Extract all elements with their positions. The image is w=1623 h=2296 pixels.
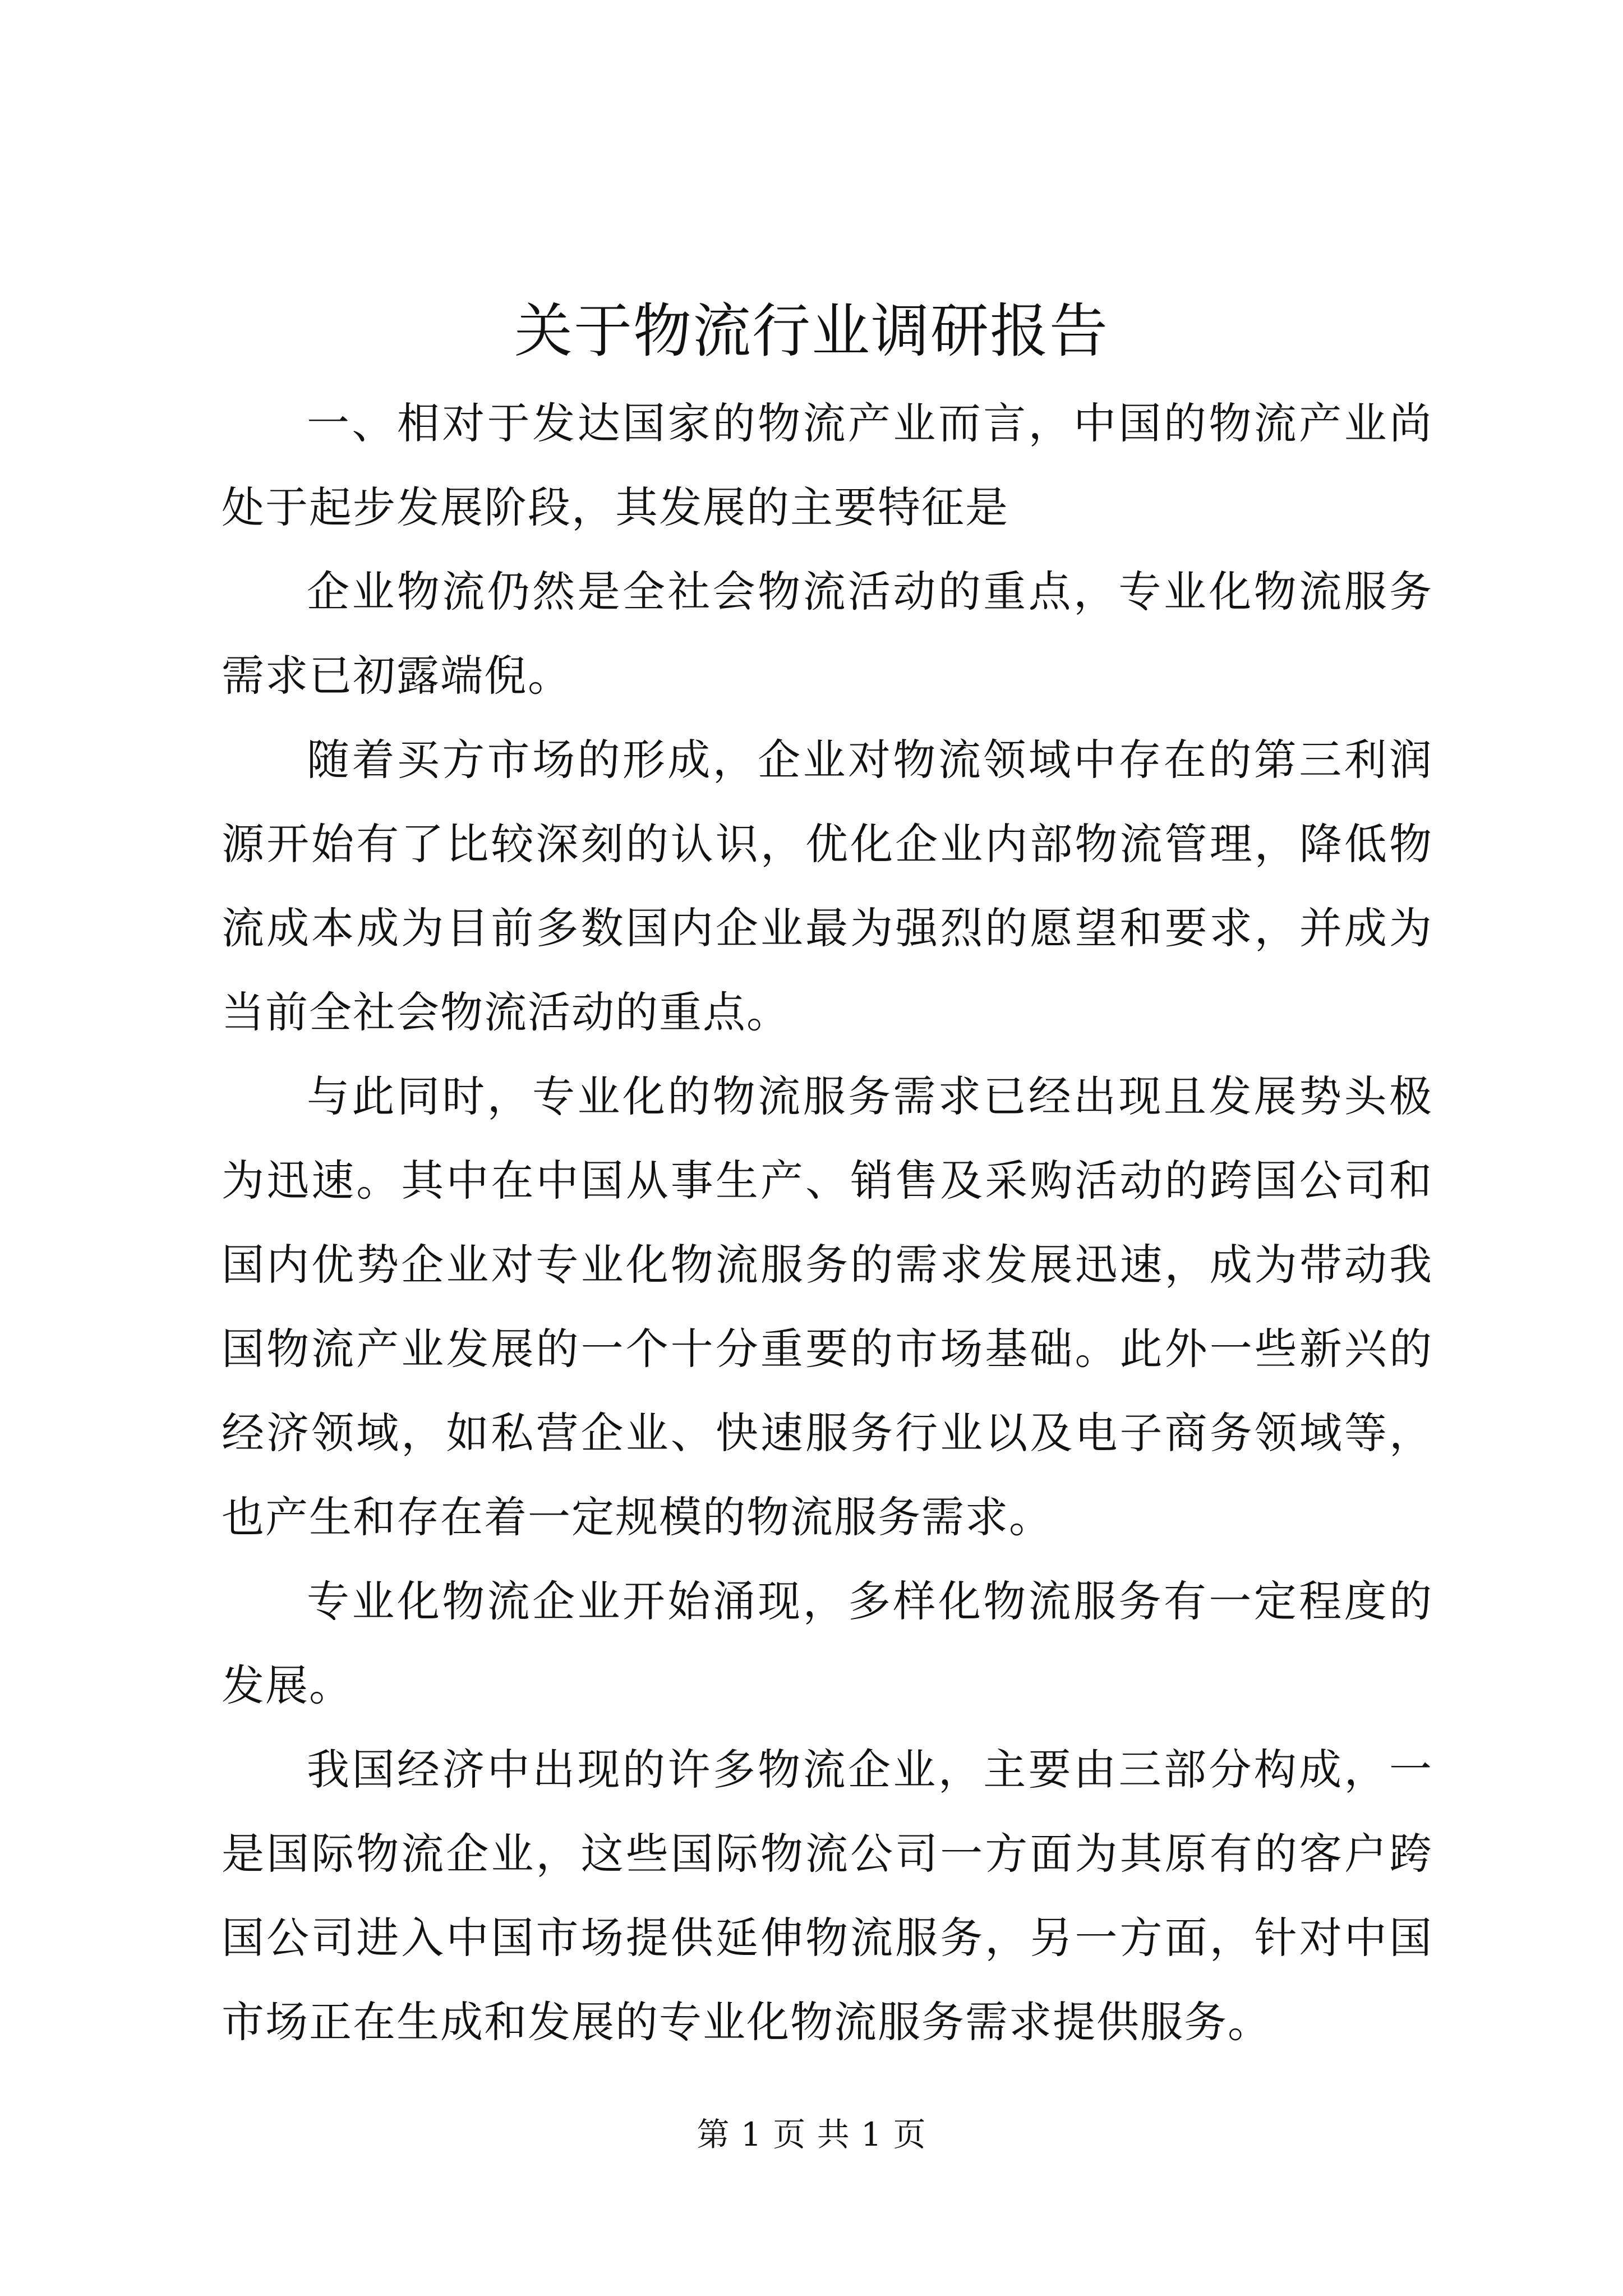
paragraph-6: 我国经济中出现的许多物流企业，主要由三部分构成，一是国际物流企业，这些国际物流公司一方面为其原有的客户跨国公司进入中国市场提供延伸物流服务，另一方面，针对中国市场正在生成和发展的专业化物流服务需求提供服务。 xyxy=(222,1745,1433,2047)
paragraph-4: 与此同时，专业化的物流服务需求已经出现且发展势头极为迅速。其中在中国从事生产、销售及采购活动的跨国公司和国内优势企业对专业化物流服务的需求发展迅速，成为带动我国物流产业发展的一个十分重要的市场基础。此外一些新兴的经济领域，如私营企业、快速服务行业以及电子商务领域等，也产生和存在着一定规模的物流服务需求。 xyxy=(222,1071,1433,1542)
paragraph-5: 专业化物流企业开始涌现，多样化物流服务有一定程度的发展。 xyxy=(222,1576,1433,1710)
paragraph-1: 一、相对于发达国家的物流产业而言，中国的物流产业尚处于起步发展阶段，其发展的主要特征是 xyxy=(222,398,1433,532)
document-body xyxy=(222,381,1433,2064)
paragraph-2: 企业物流仍然是全社会物流活动的重点，专业化物流服务需求已初露端倪。 xyxy=(222,567,1433,701)
document-title: 关于物流行业调研报告 xyxy=(514,297,1109,365)
page-footer: 第 1 页 共 1 页 xyxy=(697,2115,926,2154)
paragraph-3: 随着买方市场的形成，企业对物流领域中存在的第三利润源开始有了比较深刻的认识，优化企业内部物流管理，降低物流成本成为目前多数国内企业最为强烈的愿望和要求，并成为当前全社会物流活动的重点。 xyxy=(222,735,1433,1037)
